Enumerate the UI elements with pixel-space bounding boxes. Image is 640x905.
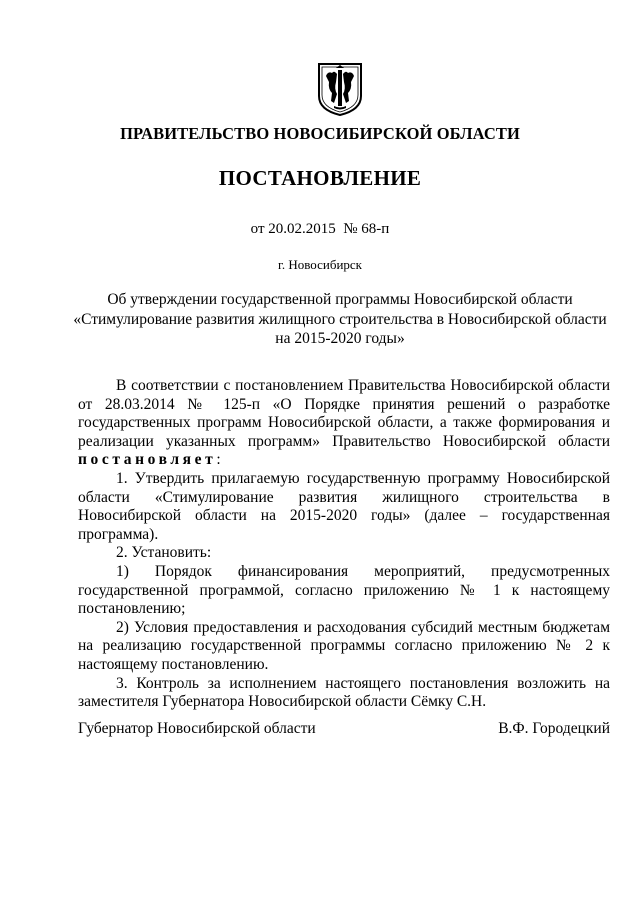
resolves-colon: : (216, 451, 221, 469)
document-body (78, 377, 610, 712)
item-2-subitem-2: 2) Условия предоставления и расходования субсидий местным бюджетам на реализацию государственной программы согласно приложению № 2 к настоящему постановлению. (78, 618, 610, 673)
document-subject (60, 290, 620, 349)
item-2: 2. Установить: (116, 544, 212, 562)
signatory-name: В.Ф. Городецкий (498, 720, 610, 737)
item-3: 3. Контроль за исполнением настоящего постановления возложить на заместителя Губернатора Новосибирской области Сёмку С.Н. (78, 674, 610, 711)
resolves-paragraph (78, 451, 610, 470)
subject-line: на 2015-2020 годы» (275, 330, 405, 347)
item-2-subitem-1: 1) Порядок финансирования мероприятий, предусмотренных государственной программой, согласно приложению № 1 к настоящему постановлению; (78, 562, 610, 618)
document-type: ПОСТАНОВЛЕНИЕ (218, 166, 422, 190)
preamble-paragraph (78, 377, 610, 451)
signatory-position: Губернатор Новосибирской области (78, 720, 316, 737)
preamble-text: В соответствии с постановлением Правительства Новосибирской области от 28.03.2014 № 125-п «О Порядке принятия решений о разработке государственных программ Новосибирской области, а также формирования и реализации указанных программ» Правительство Новосибирской области (78, 377, 610, 450)
subject-line: Об утверждении государственной программы Новосибирской области (107, 291, 573, 308)
document-date-number: от 20.02.2015 № 68-п (250, 221, 390, 237)
coat-of-arms-icon (317, 62, 363, 117)
subject-line: «Стимулирование развития жилищного строительства в Новосибирской области (73, 310, 607, 328)
item-1: 1. Утвердить прилагаемую государственную программу Новосибирской области «Стимулирование развития жилищного строительства в Новосибирской области на 2015-2020 годы» (далее – государственная программа). (78, 469, 610, 543)
resolves-word: постановляет (78, 451, 217, 469)
signature-block (78, 720, 610, 738)
government-name: ПРАВИТЕЛЬСТВО НОВОСИБИРСКОЙ ОБЛАСТИ (120, 124, 520, 143)
document-city: г. Новосибирск (277, 257, 362, 272)
